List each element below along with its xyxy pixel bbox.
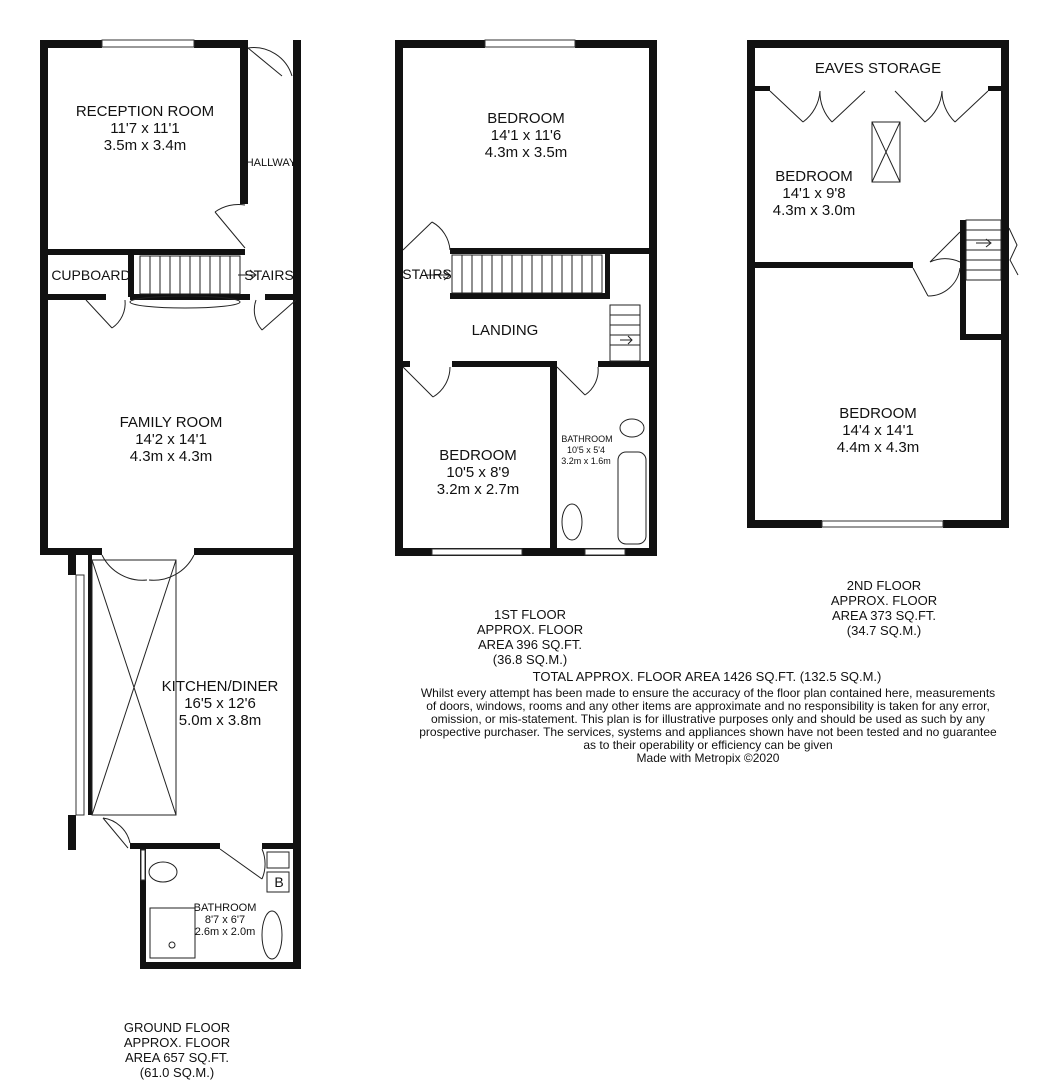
family-room-imperial: 14'2 x 14'1: [135, 431, 207, 448]
boiler-label: B: [274, 874, 284, 890]
cupboard-label: CUPBOARD: [51, 267, 131, 283]
disclaimer-line: of doors, windows, rooms and any other items are approximate and no responsibility is taken for any error,: [426, 699, 990, 713]
first-bathroom-imperial: 10'5 x 5'4: [567, 445, 605, 455]
first-bedroom-front-imperial: 14'1 x 11'6: [490, 127, 562, 144]
reception-room-imperial: 11'7 x 11'1: [110, 120, 180, 137]
first-area-line: AREA 396 SQ.FT.: [477, 637, 583, 652]
first-bedroom-rear-metric: 3.2m x 2.7m: [436, 481, 520, 498]
second-bedroom-small-metric: 4.3m x 3.0m: [772, 202, 856, 219]
kitchen-diner-metric: 5.0m x 3.8m: [178, 712, 262, 729]
first-bathroom-metric: 3.2m x 1.6m: [561, 456, 611, 466]
reception-room-name: RECEPTION ROOM: [75, 103, 215, 120]
hallway-label: HALLWAY: [245, 157, 297, 169]
eaves-storage-label: EAVES STORAGE: [814, 60, 942, 77]
second-area-line: 2ND FLOOR: [846, 578, 922, 593]
ground-floor-walls: [40, 40, 301, 969]
ground-floor: [40, 40, 301, 969]
first-area-line: APPROX. FLOOR: [476, 622, 584, 637]
disclaimer-line: Whilst every attempt has been made to ensure the accuracy of the floor plan contained here, measurements: [420, 686, 996, 700]
total-floor-area: TOTAL APPROX. FLOOR AREA 1426 SQ.FT. (132.5 SQ.M.): [532, 669, 882, 684]
disclaimer: [419, 686, 997, 765]
kitchen-diner-name: KITCHEN/DINER: [161, 678, 279, 695]
second-area-line: AREA 373 SQ.FT.: [831, 608, 937, 623]
ground-area-line: GROUND FLOOR: [123, 1020, 231, 1035]
first-floor-area: [477, 607, 583, 667]
ground-area-line: AREA 657 SQ.FT.: [124, 1050, 230, 1065]
metropix-credit: Made with Metropix ©2020: [636, 751, 780, 765]
disclaimer-line: as to their operability or efficiency can be given: [583, 738, 833, 752]
ground-area-line: APPROX. FLOOR: [123, 1035, 231, 1050]
first-bedroom-rear-imperial: 10'5 x 8'9: [446, 464, 510, 481]
second-bedroom-large-imperial: 14'4 x 14'1: [842, 422, 914, 439]
disclaimer-line: omission, or mis-statement. This plan is for illustrative purposes only and should be used as such by any: [430, 712, 986, 726]
first-bedroom-rear-name: BEDROOM: [439, 447, 517, 464]
second-bedroom-small-imperial: 14'1 x 9'8: [782, 185, 846, 202]
landing-label: LANDING: [471, 322, 539, 339]
reception-room-metric: 3.5m x 3.4m: [103, 137, 187, 154]
family-room-metric: 4.3m x 4.3m: [129, 448, 213, 465]
second-floor-windows: [822, 521, 943, 527]
second-area-line: APPROX. FLOOR: [830, 593, 938, 608]
first-bedroom-front-name: BEDROOM: [487, 110, 565, 127]
family-room-name: FAMILY ROOM: [119, 414, 223, 431]
room-labels: [51, 60, 941, 938]
second-area-line: (34.7 SQ.M.): [846, 623, 922, 638]
ground-floor-area: [124, 1020, 230, 1080]
second-floor-area: [831, 578, 937, 638]
first-bedroom-front-metric: 4.3m x 3.5m: [484, 144, 568, 161]
first-area-line: (36.8 SQ.M.): [492, 652, 568, 667]
ground-bathroom-metric: 2.6m x 2.0m: [194, 926, 256, 938]
ground-floor-fixtures: [86, 48, 296, 959]
ground-area-line: (61.0 SQ.M.): [139, 1065, 215, 1080]
second-bedroom-large-metric: 4.4m x 4.3m: [836, 439, 920, 456]
disclaimer-line: prospective purchaser. The services, systems and appliances shown have not been tested and no guarantee: [419, 725, 997, 739]
second-bedroom-small-name: BEDROOM: [775, 168, 853, 185]
first-area-line: 1ST FLOOR: [493, 607, 567, 622]
ground-stairs-label: STAIRS: [244, 267, 294, 283]
first-stairs-label: STAIRS: [402, 266, 452, 282]
first-bathroom-name: BATHROOM: [561, 434, 613, 444]
ground-bathroom-name: BATHROOM: [193, 902, 257, 914]
second-bedroom-large-name: BEDROOM: [839, 405, 917, 422]
ground-bathroom-imperial: 8'7 x 6'7: [204, 914, 246, 926]
kitchen-diner-imperial: 16'5 x 12'6: [184, 695, 256, 712]
